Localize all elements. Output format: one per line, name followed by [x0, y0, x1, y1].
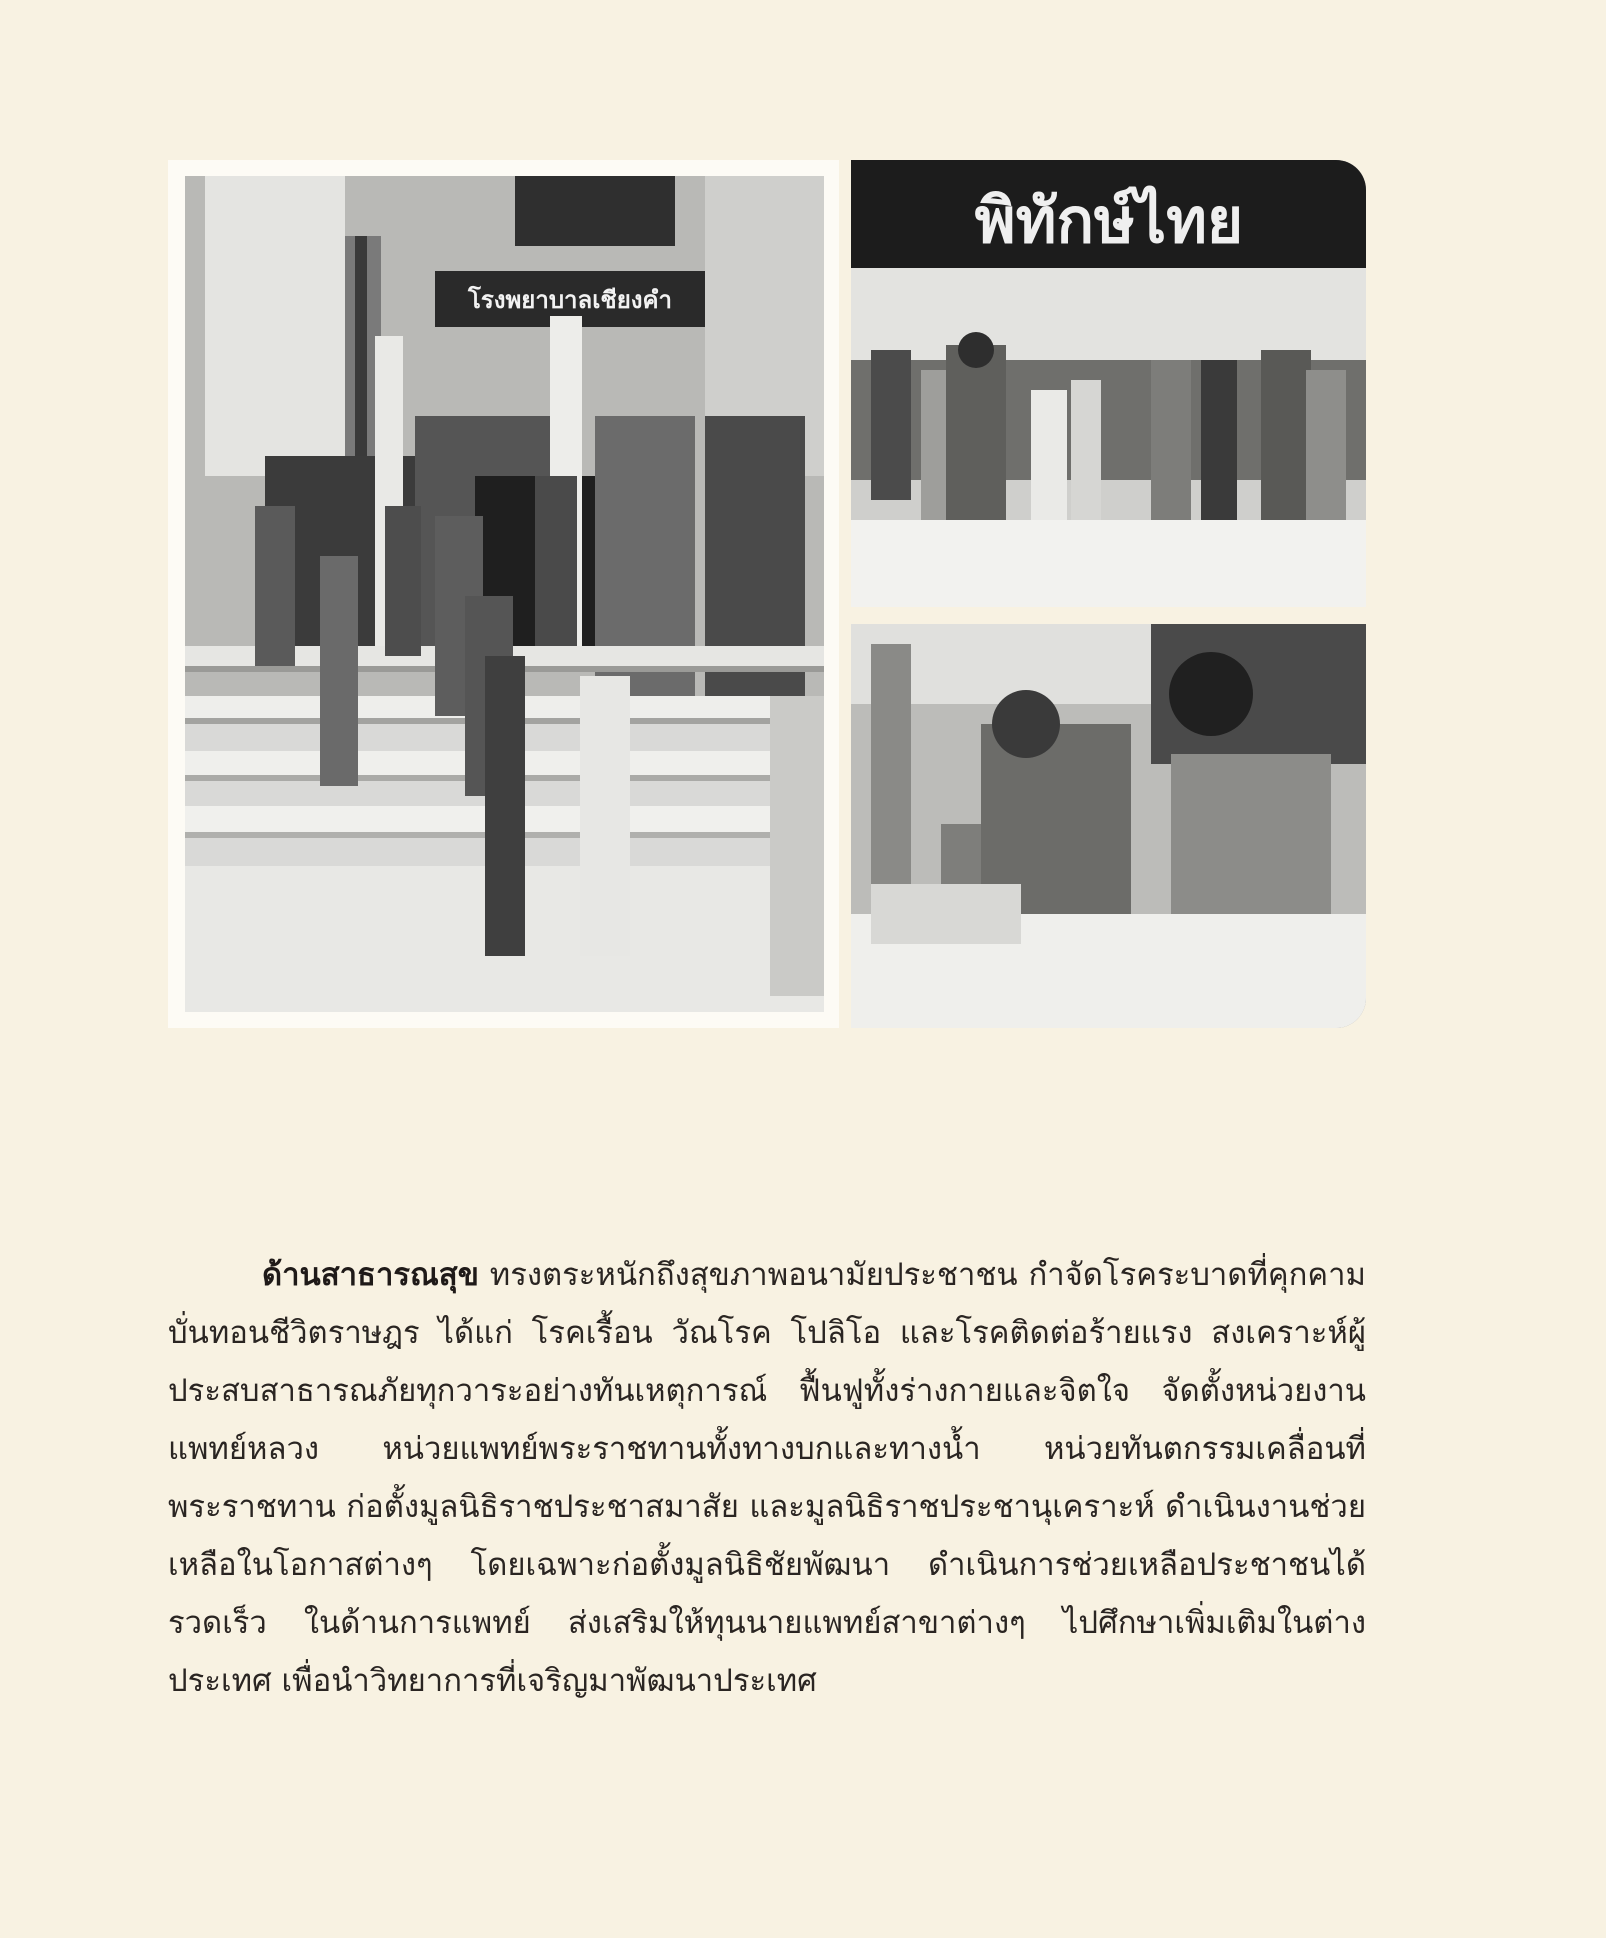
article-body: ทรงตระหนักถึงสุขภาพอนามัยประชาชน กำจัดโรคระบาดที่คุกคามบั่นทอนชีวิตราษฎร ได้แก่ โรคเรื้อน วัณโรค โปลิโอ และโรคติดต่อร้ายแรง สงเคราะห์ผู้ประสบสาธารณภัยทุกวาระอย่างทันเหตุการณ์ ฟื้นฟูทั้งร่างกายและจิตใจ จัดตั้งหน่วยงานแพทย์หลวง หน่วยแพทย์พระราชทานทั้งทางบกและทางน้ำ หน่วยทันตกรรมเคลื่อนที่พระราชทาน ก่อตั้งมูลนิธิราชประชาสมาสัย และมูลนิธิราชประชานุเคราะห์ ดำเนินงานช่วยเหลือในโอกาสต่างๆ โดยเฉพาะก่อตั้งมูลนิธิชัยพัฒนา ดำเนินการช่วยเหลือประชาชนได้รวดเร็ว ในด้านการแพทย์ ส่งเสริมให้ทุนนายแพทย์สาขาต่างๆ ไปศึกษาเพิ่มเติมในต่างประเทศ เพื่อนำวิทยาการที่เจริญมาพัฒนาประเทศ: [168, 1257, 1366, 1699]
photo-collage: [168, 160, 1366, 1028]
hospital-ward-visit-photo: [851, 624, 1366, 1028]
article-paragraph: [168, 1246, 1366, 1710]
hospital-sign: โรงพยาบาลเชียงคำ: [467, 286, 673, 314]
hospital-entrance-photo: [185, 176, 824, 1012]
article-lead: ด้านสาธารณสุข: [262, 1257, 479, 1293]
banner-sign: พิทักษ์ไทย: [974, 184, 1244, 257]
royal-procession-photo: [851, 160, 1366, 607]
